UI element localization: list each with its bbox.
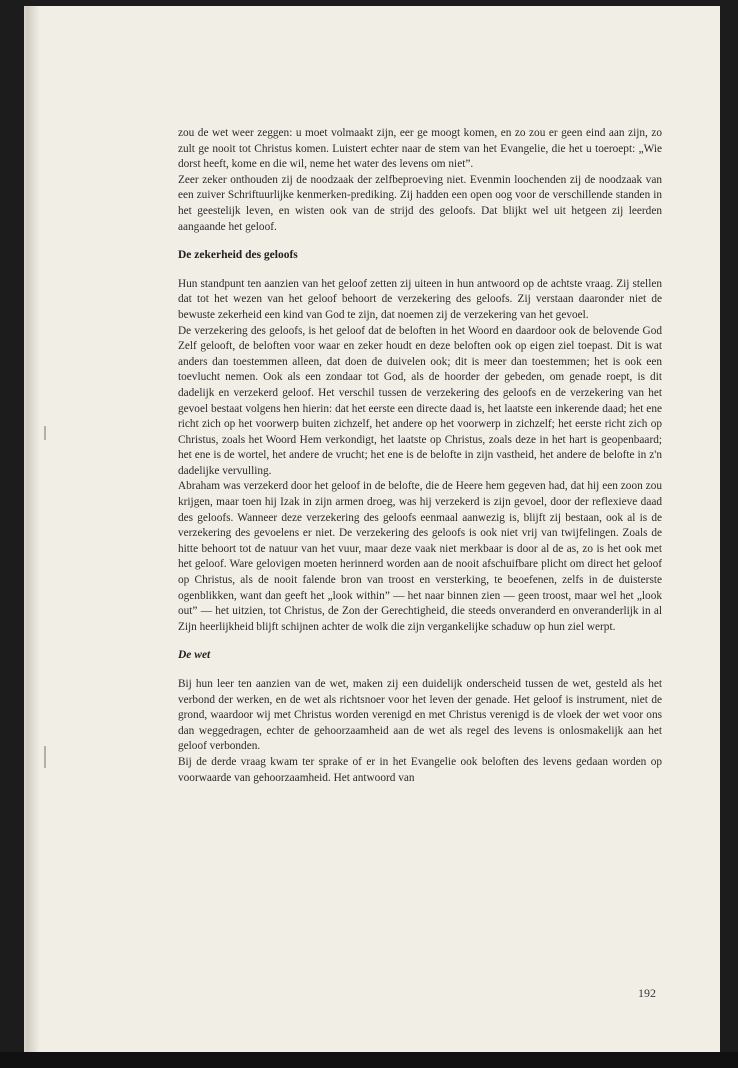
paragraph: zou de wet weer zeggen: u moet volmaakt zijn, eer ge moogt komen, en zo zou er geen eind aan zijn, zo zult ge nooit tot Christus komen. Luistert echter naar de stem van het Evangelie, die het u toeroept: „Wie dorst heeft, kome en die wil, neme het water des levens om niet”. [178,127,662,171]
paragraph: Bij hun leer ten aanzien van de wet, maken zij een duidelijk onderscheid tussen de wet, gesteld als het verbond der werken, en de wet als richtsnoer voor het leven der genade. Het geloof is instrument, niet de grond, waardoor wij met Christus worden verenigd en met Christus verenigd is de vloek der wet voor ons dan weggedragen, echter de gehoorzaamheid aan de wet als regel des levens is onlosmakelijk aan het geloof verbonden. [178,678,662,753]
paragraph: De verzekering des geloofs, is het geloof dat de beloften in het Woord en daardoor ook de belovende God Zelf gelooft, de beloften voor waar en zeker houdt en deze beloften ook op eigen ziel toepast. Dit is wat anders dan toestemmen alleen, dat doen de duivelen ook; dit is meer dan toestemmen; het is ook een toevlucht nemen. Ook als een zondaar tot God, als de hoorder der gebeden, om genade roept, is dit dadelijk en verzekerd geloof. Het verschil tussen de verzekering des geloofs en de verzekering van het gevoel bestaat volgens hen hierin: dat het eerste een directe daad is, het laatste een inkerende daad; het ene richt zich op het voorwerp buiten zichzelf, het andere op het voorwerp in zichzelf; het eerste richt zich op Christus, zoals het Woord Hem verkondigt, het laatste op Christus, zoals deze in het hart is geopenbaard; het ene is de wortel, het andere de vrucht; het ene is de belofte in zijn vastheid, het andere de belofte in z'n dadelijke vervulling. [178,324,662,477]
section-heading-wet: De wet [178,649,211,662]
page-text [178,126,662,786]
book-page [24,6,720,1052]
gutter-mark [44,746,46,768]
gutter-mark [44,426,46,440]
paragraph: Hun standpunt ten aanzien van het geloof zetten zij uiteen in hun antwoord op de achtste vraag. Zij stellen dat tot het wezen van het geloof behoort de verzekering des geloofs. Zij verstaan daaronder niet de bewuste zekerheid een kind van God te zijn, dat noemen zij de verzekering van het gevoel. [178,277,662,321]
paragraph: Zeer zeker onthouden zij de noodzaak der zelfbeproeving niet. Evenmin loochenden zij de noodzaak van een zuiver Schriftuurlijke kenmerken-prediking. Zij hadden een open oog voor de verschillende standen in het geestelijk leven, en wisten ook van de strijd des geloofs. Dat blijkt wel uit hetgeen zij leerden aangaande het geloof. [178,173,662,233]
page-gutter-shadow [26,6,40,1052]
paragraph: Bij de derde vraag kwam ter sprake of er in het Evangelie ook beloften des levens gedaan worden op voorwaarde van gehoorzaamheid. Het antwoord van [178,755,662,784]
paragraph: Abraham was verzekerd door het geloof in de belofte, die de Heere hem gegeven had, dat hij een zoon zou krijgen, maar toen hij Izak in zijn armen droeg, was hij verzekerd is zijn gevoel, door der reflexieve daad des geloofs. Wanneer deze verzekering des geloofs eenmaal aanwezig is, blijft zij bestaan, ook al is de verzekering des gevoelens er niet. De verzekering des geloofs is ook niet vrij van twijfelingen. Zoals de hitte behoort tot de natuur van het vuur, maar deze vaak niet merkbaar is door al de as, zo is het ook met het geloof. Ware gelovigen moeten herinnerd worden aan de nooit afschuifbare plicht om direct het geloof op Christus, als de nooit falende bron van troost en versterking, te beoefenen, zelfs in de duisterste ogenblikken, want dan geeft het „look within” — het naar binnen zien — geen troost, maar wel het „look out” — het uitzien, tot Christus, de Zon der Gerechtigheid, die steeds onveranderd en onveranderlijk in al Zijn heerlijkheid blijft schijnen achter de wolk die zijn vergankelijke schaduw op hun ziel werpt. [178,480,662,633]
page-number: 192 [638,986,656,1000]
scan-border [0,1052,738,1068]
section-heading-zekerheid: De zekerheid des geloofs [178,249,298,262]
